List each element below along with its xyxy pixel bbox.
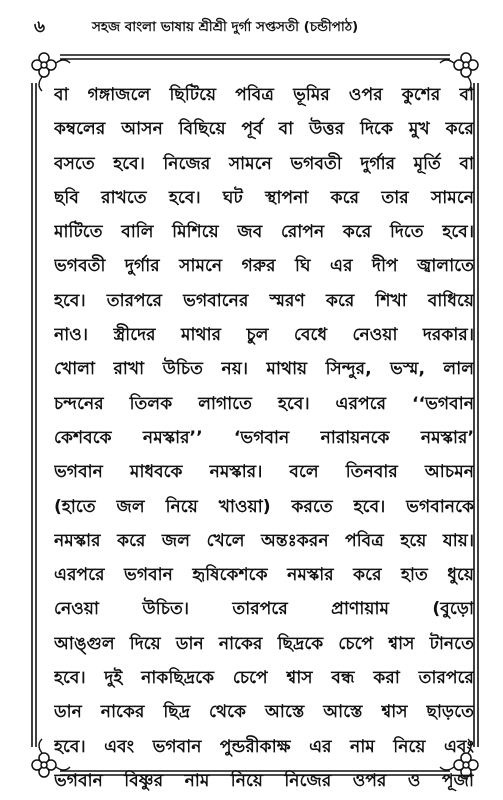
page-number: ৬	[34, 17, 46, 37]
text-line: খোলা রাখা উচিত নয়। মাথায় সিন্দুর, ভস্ম, লাল	[54, 359, 474, 380]
text-line: কেশবকে নমস্কার’’ ‘ভগবান নারায়নকে নমস্কার’	[54, 427, 474, 448]
text-line: ভগবতী দুর্গার সামনে গরুর ঘি এর দীপ জ্বালাতে	[54, 256, 474, 277]
body-text	[54, 78, 474, 798]
text-line: এরপরে ভগবান হৃষিকেশকে নমস্কার করে হাত ধুয়ে	[54, 565, 474, 586]
text-line: নমস্কার করে জল খেলে অন্তঃকরন পবিত্র হয়ে যায়।	[54, 530, 474, 551]
text-line: হবে। তারপরে ভগবানের স্মরণ করে শিখা বাধিয়ে	[54, 290, 474, 311]
text-line: ছবি রাখতে হবে। ঘট স্থাপনা করে তার সামনে	[54, 187, 474, 208]
text-line: হবে। এবং ভগবান পুন্ডরীকাক্ষ এর নাম নিয়ে এবং	[54, 736, 474, 757]
text-line: মাটিতে বালি মিশিয়ে জব রোপন করে দিতে হবে।	[54, 222, 474, 243]
text-line: হবে। দুই নাকছিদ্রকে চেপে শ্বাস বন্ধ করা তারপরে	[54, 668, 474, 689]
text-line: (হাতে জল নিয়ে খাওয়া) করতে হবে। ভগবানকে	[54, 496, 474, 517]
text-line: চন্দনের তিলক লাগাতে হবে। এরপরে ‘‘ভগবান	[54, 393, 474, 414]
page-header	[0, 14, 503, 38]
text-line: বসতে হবে। নিজের সামনে ভগবতী দুর্গার মূর্তি বা	[54, 153, 474, 174]
text-line: নাও। স্ত্রীদের মাথার চুল বেধে নেওয়া দরকার।	[54, 325, 474, 346]
text-line: আঙ্গুল দিয়ে ডান নাকের ছিদ্রকে চেপে শ্বাস টানতে	[54, 633, 474, 654]
text-line: ভগবান মাধবকে নমস্কার। বলে তিনবার আচমন	[54, 462, 474, 483]
running-title: সহজ বাংলা ভাষায় শ্রীশ্রী দুর্গা সপ্তসতী (চন্ডীপাঠ)	[92, 19, 359, 35]
text-line: নেওয়া উচিত। তারপরে প্রাণায়াম (বুড়ো	[54, 599, 474, 620]
text-line: ডান নাকের ছিদ্র থেকে আস্তে আস্তে শ্বাস ছাড়তে	[54, 702, 474, 723]
text-line: কম্বলের আসন বিছিয়ে পূর্ব বা উত্তর দিকে মুখ করে	[54, 119, 474, 140]
text-line: ভগবান বিষ্ণুর নাম নিয়ে নিজের ওপর ও পূজা	[54, 770, 474, 791]
text-line: বা গঙ্গাজলে ছিটিয়ে পবিত্র ভূমির ওপর কুশের বা	[54, 85, 474, 105]
